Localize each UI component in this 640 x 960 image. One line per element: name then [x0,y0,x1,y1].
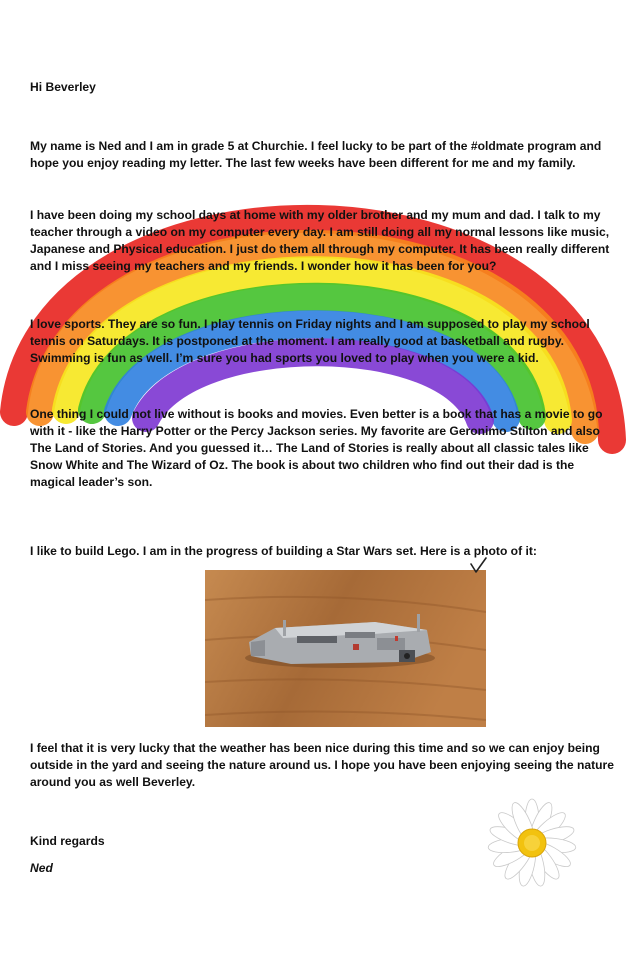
letter-paragraph: I like to build Lego. I am in the progress of building a Star Wars set. Here is a photo of it: [30,544,537,558]
letter-closing: Kind regards [30,834,105,848]
checkmark-icon [470,556,488,576]
letter-paragraph: I love sports. They are so fun. I play tennis on Friday nights and I am supposed to play my school tennis on Saturdays. It is postponed at the moment. I am really good at basketball and rugby. Swimming is fun as well. I’m sure you had sports you loved to play when you were a kid. [30,317,590,365]
letter-paragraph: I feel that it is very lucky that the weather has been nice during this time and so we can enjoy being outside in the yard and seeing the nature around us. I hope you have been enjoying seeing the nature around you as well Beverley. [30,741,614,789]
letter-signature: Ned [30,861,53,875]
letter-paragraph: One thing I could not live without is books and movies. Even better is a book that has a movie to go with it - like the Harry Potter or the Percy Jackson series. My favorite are Geronimo Stilton and also The Land of Stories. And you guessed it… The Land of Stories is really about all classic tales like Snow White and The Wizard of Oz. The book is about two children who find out their dad is the magical leader’s son. [30,407,603,489]
letter-greeting: Hi Beverley [30,80,96,94]
letter-paragraph: I have been doing my school days at home with my older brother and my mum and dad. I talk to my teacher through a video on my computer every day. I am still doing all my normal lessons like music, Japanese and Physical education. I just do them all through my computer. It has been really different and I miss seeing my teachers and my friends. I wonder how it has been for you? [30,208,610,273]
daisy-icon [484,796,580,890]
lego-star-wars-ship-photo [205,570,486,727]
letter-paragraph: My name is Ned and I am in grade 5 at Churchie. I feel lucky to be part of the #oldmate program and hope you enjoy reading my letter. The last few weeks have been different for me and my family. [30,139,602,170]
